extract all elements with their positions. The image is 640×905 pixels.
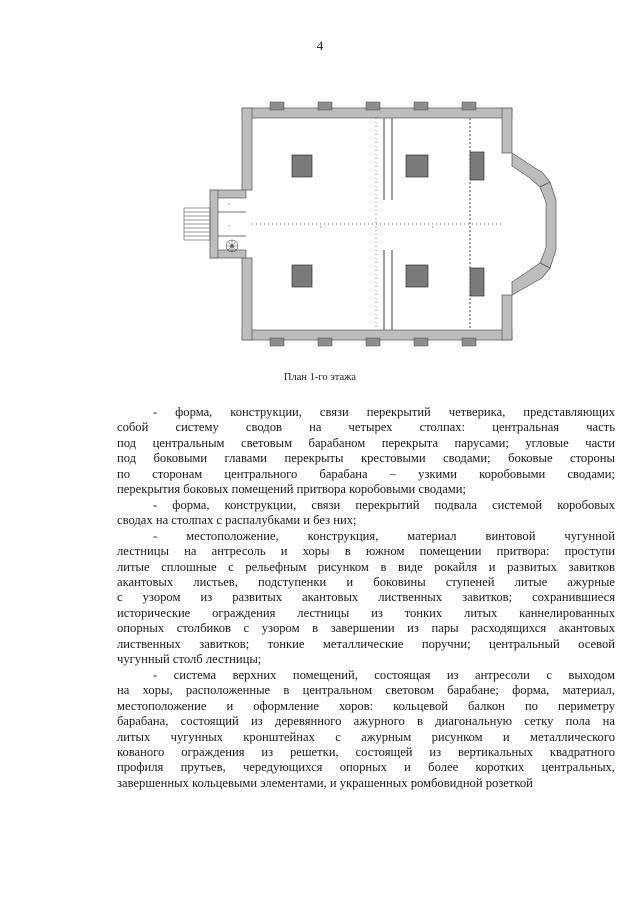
room-label: 3 xyxy=(320,225,322,229)
page-number: 4 xyxy=(316,38,324,53)
text-line: по сторонам центрального барабана – узкими коробовыми сводами; xyxy=(117,466,615,481)
text-line: лестницы на антресоль и хоры в южном помещении притвора: проступи xyxy=(117,544,615,559)
spiral-stair-symbol xyxy=(226,240,238,252)
text-line: чугунный столб лестницы; xyxy=(117,652,262,667)
body-text xyxy=(117,405,615,791)
text-line: собой систему сводов на четырех столпах: центральная часть xyxy=(117,420,615,435)
room-label: 1 xyxy=(432,225,434,229)
text-line: профиля прутьев, чередующихся опорных и более коротких центральных, xyxy=(117,760,615,775)
text-line: исторические ограждения лестницы из тонких литых каннелированных xyxy=(117,605,615,620)
room-label: 6 xyxy=(228,202,230,206)
text-line: - форма, конструкции, связи перекрытий четверика, представляющих xyxy=(153,405,615,419)
floor-plan-drawing xyxy=(170,90,560,360)
text-line: на хоры, расположенные в центральном световом барабане; форма, материал, xyxy=(117,683,615,698)
text-line: завершенных кольцевыми элементами, и украшенных ромбовидной розеткой xyxy=(117,775,533,790)
text-line: местоположение и оформление хоров: кольцевой балкон по периметру xyxy=(117,698,615,713)
text-line: лиственных завитков; тонкие металлические поручни; центральный осевой xyxy=(117,636,615,651)
text-line: акантовых листьев, подступенки и боковины ступеней литые ажурные xyxy=(117,574,615,589)
text-line: - местоположение, конструкция, материал винтовой чугунной xyxy=(153,528,615,543)
floor-plan-figure xyxy=(170,90,560,360)
text-line: под боковыми главами перекрыты крестовыми сводами; боковые стороны xyxy=(117,451,615,466)
text-line: литых чугунных кронштейнах с ажурным рисунком и металлического xyxy=(117,729,615,744)
text-line: с узором из развитых акантовых лиственных завитков; сохранившиеся xyxy=(117,590,615,605)
text-line: под центральным световым барабаном перекрыта парусами; угловые части xyxy=(117,435,615,450)
figure-caption: План 1-го этажа xyxy=(283,372,357,383)
text-line: барабана, состоящий из деревянного ажурного в диагональную сетку пола на xyxy=(117,714,615,729)
text-line: опорных столбиков с узором в завершении из пары расходящихся акантовых xyxy=(117,621,615,636)
text-line: - форма, конструкции, связи перекрытий подвала системой коробовых xyxy=(153,497,615,512)
text-line: литые сплошные с рельефным рисунком в виде рокайля и развитых завитков xyxy=(117,559,615,574)
text-line: - система верхних помещений, состоящая из антресоли с выходом xyxy=(153,667,615,682)
room-label: 7 xyxy=(228,224,230,228)
text-line: сводах на столпах с распалубками и без них; xyxy=(117,513,357,528)
text-line: перекрытия боковых помещений притвора коробовыми сводами; xyxy=(117,482,467,497)
text-line: кованого ограждения из решетки, состоящей из вертикальных квадратного xyxy=(117,744,615,759)
